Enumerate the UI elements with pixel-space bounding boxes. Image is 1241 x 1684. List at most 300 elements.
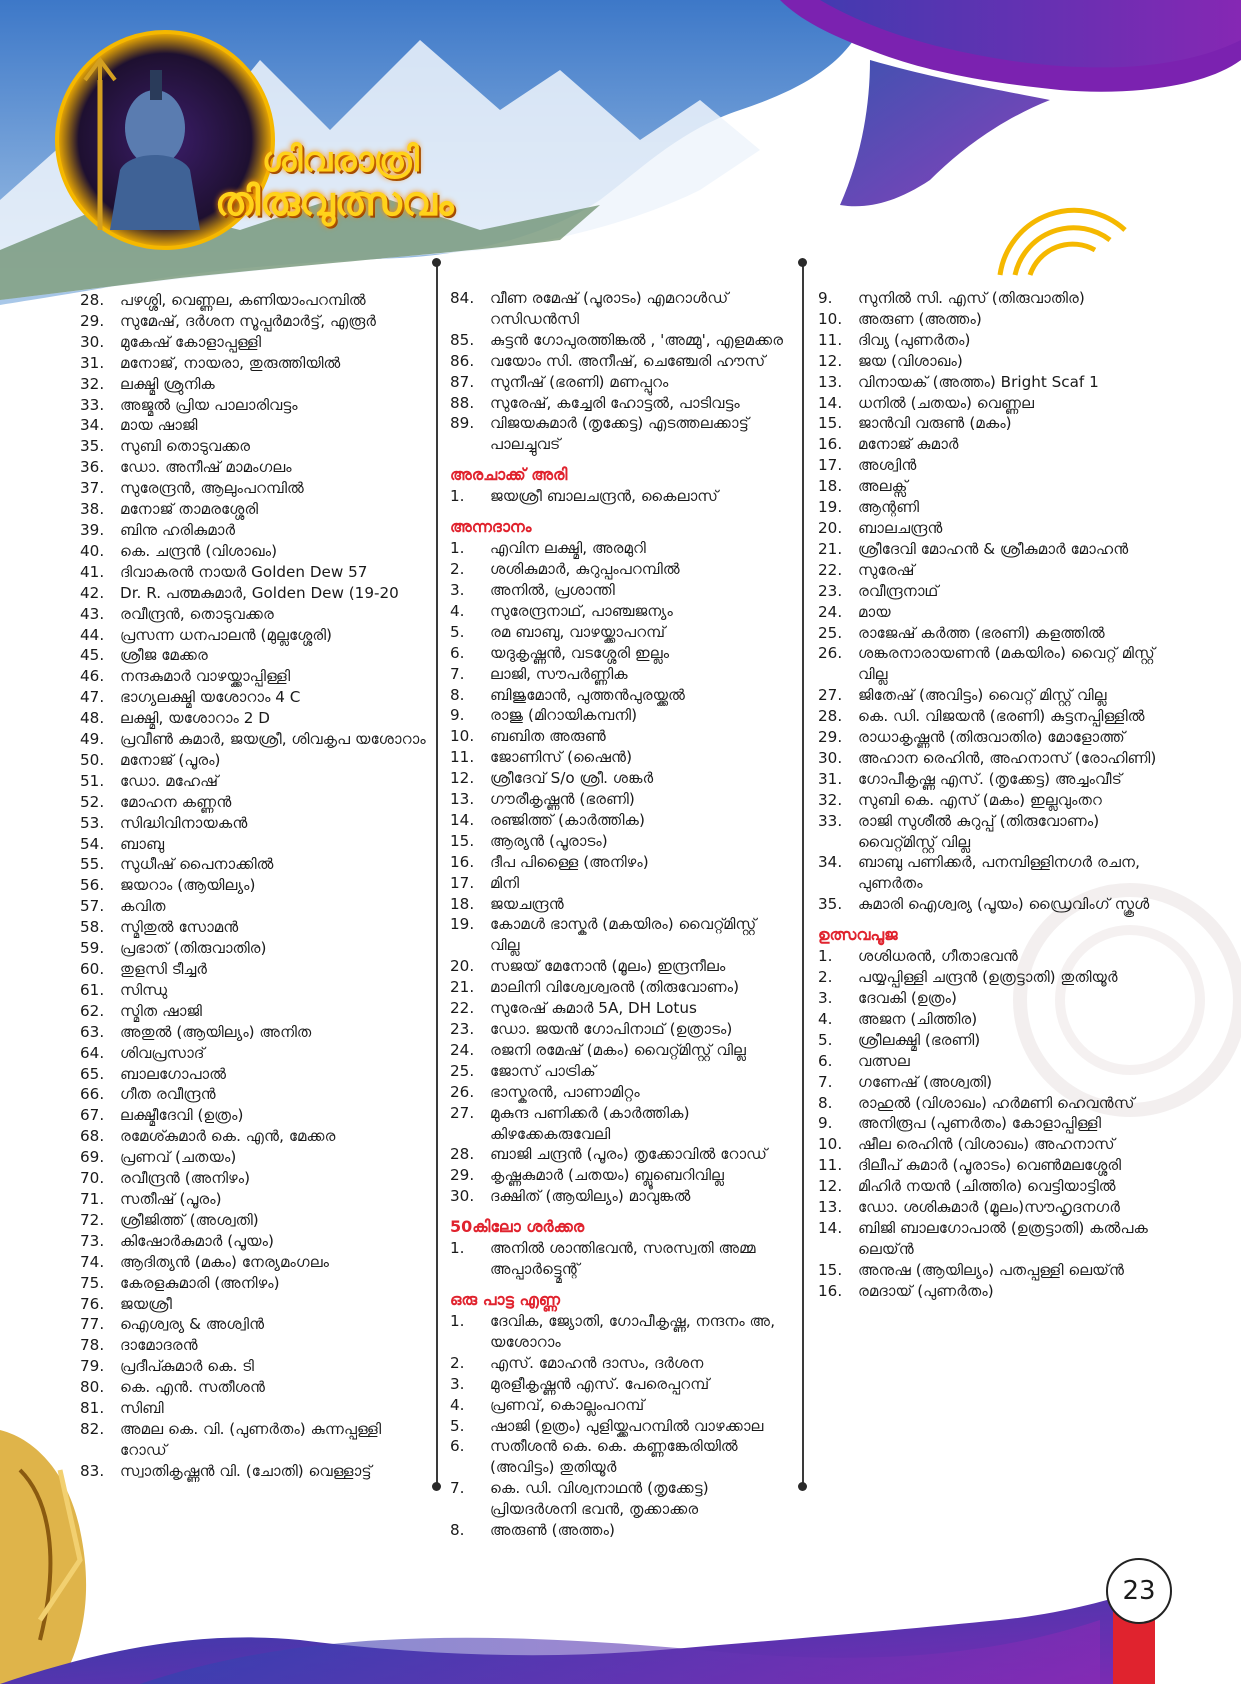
list-item-text: ലക്ഷ്മി, യശോറാം 2 D [120,709,270,728]
list-item-text: ഡോ. മഹേഷ് [120,771,219,790]
list-item [818,288,1163,309]
list-item-number: 20. [450,957,475,976]
list-item [450,1436,785,1478]
list-item-number: 59. [80,939,105,958]
list-item-number: 47. [80,688,105,707]
list-item-number: 67. [80,1106,105,1125]
list-item [818,1134,1163,1155]
list-item-text: ജാൻവി വരുൺ (മകം) [858,414,1012,433]
list-item-number: 22. [450,999,475,1018]
list-item-number: 30. [450,1187,475,1206]
list-item-text: ശിവപ്രസാദ് [120,1043,205,1062]
list-item-text: സ്മിതുൽ സോമൻ [120,918,239,937]
list-item-text: അരുണ (അത്തം) [858,309,982,328]
list-item-text: കുമാരി ഐശ്വര്യ (പൂയം) ഡ്രൈവിംഗ് സ്കൂൾ [858,895,1150,914]
list-item [80,813,430,834]
list-item-text: ലാജി, സൗപർണ്ണിക [490,664,628,683]
divider-dot [798,1482,807,1491]
list-item-text: അശ്വിൻ [858,456,917,475]
list-item-number: 12. [818,1177,843,1196]
list-item-number: 5. [450,1416,465,1435]
list-item-text: മുകേഷ് കോളാപ്പള്ളി [120,332,262,351]
list-item-text: കെ. ചന്ദ്രൻ (വിശാഖം) [120,541,277,560]
list-item-text: പ്രഭാത് (തിരുവാതിര) [120,939,267,958]
list-item-number: 78. [80,1336,105,1355]
list-item [80,980,430,1001]
list-item [80,1168,430,1189]
list-item-number: 45. [80,646,105,665]
list-item [80,708,430,729]
list-item-number: 16. [818,1281,843,1300]
list-item-text: മിഹിർ നയൻ (ചിത്തിര) വെട്ടിയാട്ടിൽ [858,1177,1116,1196]
list-item [80,1335,430,1356]
list-item-text: വത്സല [858,1051,910,1070]
list-item-text: രവീന്ദ്രൻ, തൊടുവക്കര [120,604,274,623]
list-item-number: 1. [818,947,833,966]
list-item-text: രാധാകൃഷ്ണൻ (തിരുവാതിര) മോളോത്ത് [858,728,1125,747]
list-item-text: അനിൽ ശാന്തിഭവൻ, സരസ്വതി അമ്മ അപ്പാർട്ട്മെന്റ് [490,1239,756,1279]
list-item [450,873,785,894]
list-item [450,1040,785,1061]
list-item-number: 79. [80,1357,105,1376]
list-item [80,687,430,708]
list-item-number: 35. [80,437,105,456]
list-item-text: കുട്ടൻ ഗോപുരത്തിങ്കൽ , 'അമ്മു', എളമക്കര [490,330,784,349]
list-item-text: കോമൾ ഭാസ്കർ (മകയിരം) വൈറ്റ്മിസ്റ്റ് വില്ല [490,915,757,955]
list-item-text: സുരേന്ദ്രൻ, ആലുംപറമ്പിൽ [120,479,304,498]
list-item-text: ദിലീപ് കുമാർ (പൂരാടം) വെൺമലശ്ശേരി [858,1156,1121,1175]
list-item-text: പ്രണവ് (ചതയം) [120,1148,237,1167]
list-item-text: സുധീഷ് പൈനാക്കിൽ [120,855,274,874]
list-item-text: ശങ്കരനാരായണൻ (മകയിരം) വൈറ്റ് മിസ്റ്റ് വില്ല [858,644,1155,684]
list-item [80,729,430,750]
list-item-number: 25. [450,1061,475,1080]
divider-dot [798,258,807,267]
list-item-text: ശ്രീദേവി മോഹൻ & ശ്രീകുമാർ മോഹൻ [858,539,1129,558]
list-item [450,685,785,706]
list-item-number: 22. [818,560,843,579]
list-item [818,455,1163,476]
list-item-text: മായ [858,602,891,621]
list-item-number: 80. [80,1378,105,1397]
list-item-number: 9. [818,289,833,307]
list-item-number: 86. [450,351,475,370]
list-item [818,1093,1163,1114]
list-item-number: 10. [818,1135,843,1154]
list-item-number: 28. [818,707,843,726]
list-item-text: ജോസ് പാട്രിക് [490,1061,596,1080]
list-item [818,748,1163,769]
list-item [450,831,785,852]
list-item-number: 3. [818,989,833,1007]
list-item [818,1281,1163,1302]
section-heading: ഉത്സവപൂജ [818,925,898,945]
list-item-text: അനിൽ, പ്രശാന്തി [490,580,615,599]
list-item [450,726,785,747]
list-item-text: ഷാജി (ഉത്രം) പുളിയ്ക്കപറമ്പിൽ വാഴക്കാല [490,1416,764,1435]
list-item [818,967,1163,988]
list-item-number: 76. [80,1294,105,1313]
list-item-number: 70. [80,1169,105,1188]
list-item-number: 49. [80,730,105,749]
list-item [818,1176,1163,1197]
divider-dot [432,258,441,267]
list-item-number: 14. [818,1218,843,1237]
list-item-text: കെ. ഡി. വിജയൻ (ഭരണി) കുട്ടനപ്പിള്ളിൽ [858,707,1145,726]
list-item-number: 12. [818,351,843,370]
list-item-number: 50. [80,750,105,769]
list-item-number: 1. [450,1311,465,1330]
list-item-number: 31. [80,353,105,372]
list-item [450,705,785,726]
list-item [450,1478,785,1520]
list-item-text: ദിവ്യ (പുണർതം) [858,330,971,349]
list-item-number: 7. [818,1072,833,1091]
list-item-number: 34. [80,416,105,435]
list-item [80,1189,430,1210]
page-number: 23 [1106,1558,1172,1624]
logo-title-line2: തിരുവുത്സവം [215,178,454,225]
list-item [450,998,785,1019]
list-item [818,727,1163,748]
list-item-text: ജയശ്രീ [120,1294,172,1313]
list-item-number: 16. [450,852,475,871]
list-item [450,768,785,789]
list-item [818,790,1163,811]
list-item-text: സുമേഷ്, ദർശന സൂപ്പർമാർട്ട്, എരൂർ [120,311,377,330]
list-item-number: 17. [450,873,475,892]
list-item-number: 28. [450,1145,475,1164]
list-item-number: 11. [818,330,843,349]
list-item-text: അഹാന രെഹിൻ, അഹനാസ് (രോഹിണി) [858,748,1157,767]
list-item-number: 58. [80,918,105,937]
list-item [450,601,785,622]
list-item-number: 29. [450,1166,475,1185]
list-item-text: മോഹന കണ്ണൻ [120,792,232,811]
list-item [450,1238,785,1280]
list-item [80,311,430,332]
list-item [818,1072,1163,1093]
list-item [80,1210,430,1231]
list-item [818,852,1163,894]
list-item-text: മിനി [490,873,520,892]
list-item-text: ശശികുമാർ, കുറുപ്പംപറമ്പിൽ [490,560,680,579]
list-item-number: 63. [80,1022,105,1041]
list-item [80,625,430,646]
list-item-text: ഗൗരീകൃഷ്ണൻ (ഭരണി) [490,790,635,809]
list-item-text: രാജേഷ് കർത്ത (ഭരണി) കളത്തിൽ [858,623,1105,642]
list-item-text: ഗണേഷ് (അശ്വതി) [858,1072,993,1091]
list-item [450,1395,785,1416]
list-item-text: ദാമോദരൻ [120,1336,198,1355]
list-item [818,1218,1163,1260]
list-item-number: 55. [80,855,105,874]
list-item [450,914,785,956]
list-item-text: രവീന്ദ്രൻ (അനിഴം) [120,1169,251,1188]
list-item [818,434,1163,455]
list-item [818,623,1163,644]
list-item [450,559,785,580]
list-item-text: പ്രസന്ന ധനപാലൻ (മുല്ലശ്ശേരി) [120,625,332,644]
list-item [80,457,430,478]
list-item [450,413,785,455]
list-item-text: ഭാഗ്യലക്ഷ്മി യശോറാം 4 C [120,688,301,707]
list-item-number: 15. [818,414,843,433]
list-item-number: 62. [80,1001,105,1020]
list-item [818,1155,1163,1176]
list-item-number: 11. [818,1156,843,1175]
list-item-number: 5. [818,1030,833,1049]
list-item [80,771,430,792]
list-item-number: 74. [80,1252,105,1271]
list-item-text: കേരളകുമാരി (അനിഴം) [120,1273,280,1292]
list-item-text: ജയശ്രീ ബാലചന്ദ്രൻ, കൈലാസ് [490,487,719,506]
list-item-text: ഡോ. ജയൻ ഗോപിനാഥ് (ഉത്രാടം) [490,1020,733,1038]
list-item-number: 26. [818,644,843,663]
list-item-text: ജോണിസ് (ഷൈൻ) [490,748,633,767]
list-item [450,810,785,831]
list-item-text: വിനായക് (അത്തം) Bright Scaf 1 [858,372,1099,391]
list-item-number: 8. [818,1093,833,1112]
list-item-number: 53. [80,813,105,832]
list-item-text: അമല കെ. വി. (പുണർതം) കുന്നപ്പള്ളി റോഡ് [120,1419,382,1459]
list-item [80,1126,430,1147]
list-item [450,1103,785,1145]
list-item-text: ഗോപീകൃഷ്ണ എസ്. (തൃക്കേട്ട) അച്ചംവീട് [858,769,1122,788]
list-item-text: കവിത [120,897,166,916]
list-item [450,643,785,664]
list-item [818,372,1163,393]
list-item [80,1377,430,1398]
list-item-number: 1. [450,539,465,558]
list-item-number: 5. [450,622,465,641]
list-item-text: Dr. R. പത്മകുമാർ, Golden Dew (19-20 [120,583,399,602]
list-item-number: 82. [80,1419,105,1438]
list-item-text: രജനി രമേഷ് (മകം) വൈറ്റ്മിസ്റ്റ് വില്ല [490,1040,747,1059]
list-item [450,622,785,643]
list-item-number: 56. [80,876,105,895]
list-item-number: 89. [450,414,475,433]
list-item [818,330,1163,351]
list-item-text: ദിവാകരൻ നായർ Golden Dew 57 [120,562,368,581]
list-item [818,685,1163,706]
list-item-number: 15. [818,1260,843,1279]
list-item-number: 65. [80,1064,105,1083]
divider-dot [432,1482,441,1491]
list-item-text: ദീപ പിള്ളൈ (അനിഴം) [490,852,649,871]
list-item [818,988,1163,1009]
list-item [80,374,430,395]
list-item-number: 66. [80,1085,105,1104]
list-item-text: ദക്ഷിത് (ആയില്യം) മാവുങ്കൽ [490,1187,691,1206]
list-item [80,520,430,541]
list-item [80,1356,430,1377]
list-item-text: മുരളീകൃഷ്ണൻ എസ്. പേരെപ്പറമ്പ് [490,1374,710,1393]
list-item-text: സിദ്ധിവിനായകൻ [120,813,248,832]
list-item [450,486,785,507]
list-item-text: വയോം സി. അനീഷ്, ചെഞ്ചേരി ഹൗസ് [490,351,766,370]
list-item [450,1165,785,1186]
list-item [80,792,430,813]
list-item [450,1082,785,1103]
list-item-text: സുരേന്ദ്രനാഥ്, പാഞ്ചജന്യം [490,601,673,620]
list-item-text: ഷീല രെഹിൻ (വിശാഖം) അഹനാസ് [858,1135,1115,1154]
list-item-text: എസ്. മോഹൻ ദാസം, ദർശന [490,1353,704,1372]
list-item-text: സുരേഷ് കുമാർ 5A, DH Lotus [490,999,697,1018]
list-item-text: കെ. ഡി. വിശ്വനാഥൻ (തൃക്കേട്ട) പ്രിയദർശനി ഭവൻ, തൃക്കാക്കര [490,1479,709,1519]
list-item-text: നന്ദകുമാർ വാഴയ്ക്കാപ്പിള്ളി [120,667,291,686]
list-item-text: ബാജി ചന്ദ്രൻ (പൂരം) തൃക്കോവിൽ റോഡ് [490,1145,768,1164]
list-item-text: വിജയകുമാർ (തൃക്കേട്ട) എടത്തലക്കാട്ട് പാലച്ചുവട് [490,414,749,454]
list-item [80,1273,430,1294]
list-item [80,959,430,980]
list-item [80,1001,430,1022]
list-item-text: സുരേഷ്, കച്ചേരി ഹോട്ടൽ, പാടിവട്ടം [490,393,740,412]
list-item-number: 54. [80,834,105,853]
list-item-number: 6. [450,643,465,662]
list-item-text: വീണ രമേഷ് (പൂരാടം) എമറാൾഡ് റസിഡൻസി [490,289,729,328]
list-item [818,476,1163,497]
list-item-number: 17. [818,456,843,475]
list-item-number: 73. [80,1231,105,1250]
list-item-text: ബാബു പണിക്കർ, പനമ്പിള്ളിനഗർ രചന, പുണർതം [858,853,1140,893]
list-item-text: മാലിനി വിശ്വേശ്വരൻ (തിരുവോണം) [490,978,740,997]
list-item-number: 35. [818,895,843,914]
list-item-text: രമ ബാബു, വാഴയ്ക്കാപറമ്പ് [490,622,666,641]
list-item-text: പ്രണവ്, കൊല്ലംപറമ്പ് [490,1395,645,1414]
list-item-number: 68. [80,1127,105,1146]
list-item-number: 52. [80,792,105,811]
list-item-number: 13. [818,1198,843,1217]
list-item-number: 84. [450,289,475,307]
list-item-text: ദേവകി (ഉത്രം) [858,989,957,1007]
list-item [450,894,785,915]
logo-title-line1: ശിവരാത്രി [262,140,419,180]
list-item [450,1520,785,1541]
list-item-text: ജയ (വിശാഖം) [858,351,963,370]
list-item [450,372,785,393]
list-item-text: മനോജ്, നായരാ, തുരുത്തിയിൽ [120,353,341,372]
list-item [80,332,430,353]
list-item-number: 71. [80,1189,105,1208]
list-item [450,1186,785,1207]
list-item-text: ശ്രീജ മേക്കര [120,646,208,665]
list-item-number: 75. [80,1273,105,1292]
list-item-text: കിഷോർകുമാർ (പൂയം) [120,1231,274,1250]
list-item-number: 83. [80,1461,105,1480]
list-item-text: മുകുന്ദ പണിക്കർ (കാർത്തിക) കിഴക്കേകരുവേലി [490,1103,690,1143]
list-item-text: സതീശൻ കെ. കെ. കണ്ണങ്കേരിയിൽ (അവിട്ടം) തുതിയൂർ [490,1437,738,1477]
list-item [450,664,785,685]
list-item-number: 4. [818,1009,833,1028]
list-item-text: രവീന്ദ്രനാഥ് [858,581,939,600]
list-item-number: 19. [818,498,843,517]
list-item-number: 19. [450,915,475,934]
list-item-number: 6. [818,1051,833,1070]
list-item-text: ശ്രീദേവ് S/o ശ്രീ. ശങ്കർ [490,769,654,788]
list-item-text: സ്മിത ഷാജി [120,1001,202,1020]
list-item-text: തുളസി ടീച്ചർ [120,960,208,978]
list-item-number: 44. [80,625,105,644]
list-item-text: ലക്ഷ്മീദേവി (ഉത്രം) [120,1106,244,1125]
list-item-text: സജയ് മേനോൻ (മൂലം) ഇന്ദ്രനീലം [490,957,726,976]
list-item-text: ബാലഗോപാൽ [120,1064,227,1083]
list-item-number: 16. [818,435,843,454]
list-item-number: 10. [818,309,843,328]
donor-list-column-2 [450,288,785,1541]
list-item-text: ബിജി ബാലഗോപാൽ (ഉത്രട്ടാതി) കൽപക ലെയ്ൻ [858,1218,1148,1258]
list-item-text: അരുൺ (അത്തം) [490,1521,615,1540]
list-item-text: എവിന ലക്ഷ്മി, അരമുറി [490,539,646,558]
list-item [80,1419,430,1461]
list-item-number: 14. [818,393,843,412]
list-item-text: ബബിത അരുൺ [490,727,607,746]
list-item [818,309,1163,330]
list-item-text: ദേവിക, ജ്യോതി, ഗോപീകൃഷ്ണ, നന്ദനം അ, യശോറാം [490,1311,776,1351]
list-item-text: രഞ്ജിത്ത് (കാർത്തിക) [490,810,645,829]
list-item [80,1231,430,1252]
list-item-number: 13. [818,372,843,391]
list-item-number: 43. [80,604,105,623]
list-item-text: പയ്യപ്പിള്ളി ചന്ദ്രൻ (ഉത്രട്ടാതി) തുതിയൂർ [858,968,1118,987]
list-item [450,977,785,998]
list-item [80,1398,430,1419]
list-item [818,497,1163,518]
list-item [818,602,1163,623]
list-item-text: അലക്സ് [858,477,908,496]
column-divider-left [436,262,438,1486]
list-item [818,946,1163,967]
list-item-text: ശ്രീലക്ഷ്മി (ഭരണി) [858,1030,981,1049]
list-item-number: 28. [80,291,105,309]
list-item-text: ബാലചന്ദ്രൻ [858,518,943,537]
list-item-number: 85. [450,330,475,349]
list-item-number: 34. [818,853,843,872]
list-item-text: മനോജ് (പൂരം) [120,750,221,769]
list-item-text: ജിതേഷ് (അവിട്ടം) വൈറ്റ് മിസ്റ്റ് വില്ല [858,686,1107,705]
list-item [80,1064,430,1085]
list-item-text: അതുൽ (ആയില്യം) അനിത [120,1022,312,1041]
list-item-text: ഗീത രവീന്ദ്രൻ [120,1085,216,1104]
list-item [80,1022,430,1043]
list-item-text: സുബി തൊടുവക്കര [120,437,251,456]
list-item [818,393,1163,414]
list-item [818,1260,1163,1281]
list-item-number: 14. [450,810,475,829]
list-item-number: 18. [450,894,475,913]
list-item-number: 4. [450,1395,465,1414]
list-item-number: 9. [450,706,465,725]
list-item-number: 13. [450,790,475,809]
list-item [80,834,430,855]
list-item-text: അനിരൂപ (പുണർതം) കോളാപ്പിള്ളി [858,1114,1102,1133]
list-item-number: 2. [450,1353,465,1372]
list-item-number: 27. [450,1103,475,1122]
list-item-number: 23. [450,1020,475,1038]
list-item-number: 26. [450,1082,475,1101]
list-item [450,580,785,601]
donor-list-column-3 [818,288,1163,1302]
list-item [80,541,430,562]
list-item [80,1314,430,1335]
list-item-number: 21. [818,539,843,558]
section-heading: അന്നദാനം [450,517,532,537]
list-item [450,1019,785,1040]
list-item-number: 4. [450,601,465,620]
list-item-number: 18. [818,477,843,496]
list-item [80,290,430,311]
list-item-text: രമേശ്കുമാർ കെ. എൻ, മേക്കര [120,1127,336,1146]
